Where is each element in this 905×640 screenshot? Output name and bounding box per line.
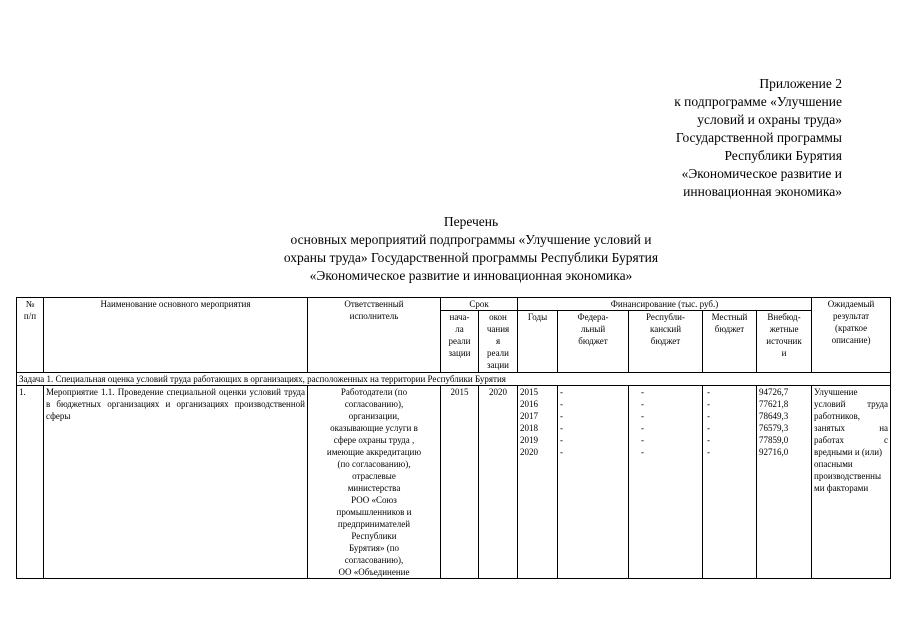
republic-cell: -	[641, 399, 645, 409]
result-line: работах с	[814, 435, 889, 445]
header-start-line: нача-	[449, 312, 470, 322]
header-federal-line: Федера-	[577, 312, 609, 322]
header-period: Срок	[441, 298, 518, 311]
responsible-line: имеющие аккредитацию	[326, 447, 422, 457]
federal-cell: -	[560, 411, 564, 421]
header-federal-line: бюджет	[578, 336, 608, 346]
header-local-line: Местный	[711, 312, 748, 322]
row-republic	[629, 386, 703, 579]
republic-cell: -	[641, 435, 645, 445]
header-offbudget-line: Внебюд-	[767, 312, 801, 322]
header-end	[479, 311, 518, 373]
federal-cell: -	[560, 435, 564, 445]
table-row	[17, 386, 891, 579]
appendix-block	[600, 75, 842, 201]
appendix-line: «Экономическое развитие и	[681, 166, 842, 181]
title-line: Перечень	[443, 214, 499, 229]
header-offbudget-line: источник	[766, 336, 802, 346]
responsible-line: Работодатели (по	[340, 387, 408, 397]
responsible-line: отраслевые	[352, 471, 396, 481]
republic-cell: -	[641, 411, 645, 421]
offbudget-cell: 92716,0	[759, 447, 789, 457]
result-line: занятых на	[814, 423, 889, 433]
year-cell: 2018	[520, 423, 539, 433]
header-republic-line: Республи-	[646, 312, 685, 322]
responsible-line: оказывающие услуги в	[330, 423, 418, 433]
header-result-line: Ожидаемый	[827, 299, 875, 309]
result-line: условий труда	[814, 399, 889, 409]
header-result	[812, 298, 891, 373]
local-cell: -	[707, 447, 711, 457]
task-row	[17, 373, 891, 386]
federal-cell: -	[560, 447, 564, 457]
local-cell: -	[707, 435, 711, 445]
header-num-line: №	[25, 299, 35, 309]
row-offbudget	[757, 386, 812, 579]
year-cell: 2017	[520, 411, 539, 421]
header-local-line: бюджет	[714, 324, 745, 334]
responsible-line: Бурятия» (по	[348, 543, 400, 553]
title-line: охраны труда» Государственной программы Республики Бурятия	[283, 250, 659, 265]
row-responsible	[308, 386, 441, 579]
result-line: ми факторами	[814, 483, 869, 493]
local-cell: -	[707, 423, 711, 433]
measures-table	[16, 297, 891, 579]
year-cell: 2016	[520, 399, 539, 409]
header-offbudget-line: и	[781, 348, 787, 358]
header-responsible-line: Ответственный	[344, 299, 404, 309]
header-republic	[629, 311, 703, 373]
federal-cell: -	[560, 423, 564, 433]
document-title	[210, 213, 732, 285]
appendix-line: инновационная экономика»	[683, 184, 842, 199]
appendix-line: условий и охраны труда»	[697, 112, 842, 127]
row-years	[518, 386, 558, 579]
offbudget-cell: 76579,3	[759, 423, 789, 433]
local-cell: -	[707, 411, 711, 421]
header-end-line: окон	[489, 312, 507, 322]
year-cell: 2019	[520, 435, 539, 445]
row-start: 2015	[441, 386, 479, 579]
year-cell: 2015	[520, 387, 539, 397]
federal-cell: -	[560, 387, 564, 397]
header-responsible	[308, 298, 441, 373]
title-line: «Экономическое развитие и инновационная экономика»	[309, 268, 633, 283]
header-start-line: ла	[455, 324, 464, 334]
header-financing: Финансирование (тыс. руб.)	[518, 298, 812, 311]
header-local	[703, 311, 757, 373]
responsible-line: министерства	[347, 483, 401, 493]
offbudget-cell: 77859,0	[759, 435, 789, 445]
row-local	[703, 386, 757, 579]
header-years: Годы	[518, 311, 558, 373]
header-name: Наименование основного мероприятия	[44, 298, 308, 373]
header-responsible-line: исполнитель	[349, 311, 399, 321]
responsible-line: Республики	[351, 531, 397, 541]
local-cell: -	[707, 387, 711, 397]
row-name: Мероприятие 1.1. Проведение специальной оценки условий труда в бюджетных организациях и организациях производственной сферы	[44, 386, 308, 579]
republic-cell: -	[641, 387, 645, 397]
result-line: производственны	[814, 471, 882, 481]
header-result-line: (краткое	[834, 323, 868, 333]
header-end-line: я	[495, 336, 501, 346]
row-federal	[558, 386, 629, 579]
responsible-line: согласованию),	[344, 399, 404, 409]
header-num-line: п/п	[23, 311, 37, 321]
title-line: основных мероприятий подпрограммы «Улучшение условий и	[290, 232, 652, 247]
row-num: 1.	[17, 386, 44, 579]
appendix-line: к подпрограмме «Улучшение	[674, 94, 842, 109]
result-line: Улучшение	[814, 387, 858, 397]
local-cell: -	[707, 399, 711, 409]
responsible-line: сфере охраны труда ,	[333, 435, 415, 445]
offbudget-cell: 94726,7	[759, 387, 789, 397]
responsible-line: организации,	[348, 411, 400, 421]
appendix-line: Приложение 2	[759, 76, 842, 91]
header-start-line: зации	[448, 348, 471, 358]
responsible-line: РОО «Союз	[351, 495, 397, 505]
result-line: вредными и (или)	[814, 447, 883, 457]
header-row-1	[17, 298, 891, 311]
header-offbudget	[757, 311, 812, 373]
header-end-line: чания	[486, 324, 510, 334]
responsible-line: промышленников и	[336, 507, 412, 517]
task-title: Задача 1. Специальная оценка условий труда работающих в организациях, расположенных на территории Республики Бурятия	[17, 373, 891, 386]
offbudget-cell: 77621,8	[759, 399, 789, 409]
year-cell: 2020	[520, 447, 539, 457]
appendix-line: Республики Бурятия	[724, 148, 842, 163]
responsible-line: согласованию),	[344, 555, 404, 565]
header-federal-line: льный	[580, 324, 606, 334]
result-line: опасными	[814, 459, 853, 469]
responsible-line: ОО «Объединение	[338, 567, 410, 577]
offbudget-cell: 78649,3	[759, 411, 789, 421]
header-start	[441, 311, 479, 373]
responsible-line: предпринимателей	[337, 519, 411, 529]
header-num	[17, 298, 44, 373]
header-federal	[558, 311, 629, 373]
appendix-line: Государственной программы	[675, 130, 842, 145]
header-end-line: зации	[487, 360, 509, 370]
header-start-line: реали	[448, 336, 471, 346]
header-result-line: результат	[832, 311, 870, 321]
result-line: работников,	[814, 411, 860, 421]
row-end: 2020	[479, 386, 518, 579]
header-republic-line: бюджет	[650, 336, 681, 346]
header-offbudget-line: жетные	[769, 324, 799, 334]
republic-cell: -	[641, 447, 645, 457]
header-republic-line: канский	[649, 324, 682, 334]
header-end-line: реали	[487, 348, 509, 358]
republic-cell: -	[641, 423, 645, 433]
row-result	[812, 386, 891, 579]
federal-cell: -	[560, 399, 564, 409]
responsible-line: (по согласованию),	[337, 459, 411, 469]
header-result-line: описание)	[831, 335, 871, 345]
